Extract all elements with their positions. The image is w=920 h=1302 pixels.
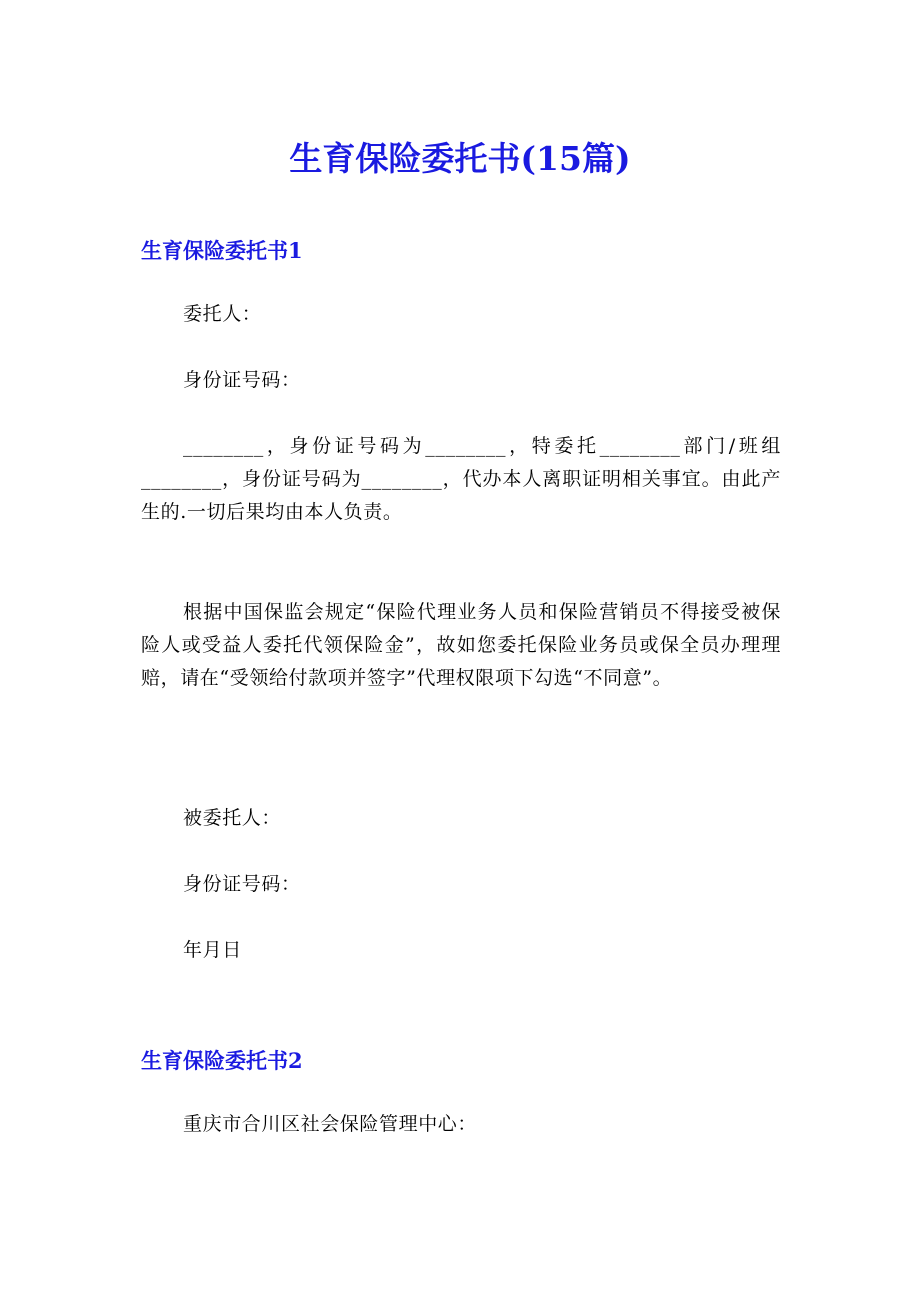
paragraph-date: 年月日	[183, 939, 242, 961]
paragraph-regulation: 根据中国保监会规定“保险代理业务人员和保险营销员不得接受被保险人或受益人委托代领保险金”，故如您委托保险业务员或保全员办理理赔，请在“受领给付款项并签字”代理权限项下勾选“不同意”。	[141, 601, 781, 689]
paragraph-principal: 委托人：	[183, 303, 262, 325]
paragraph-addressee: 重庆市合川区社会保险管理中心：	[183, 1113, 478, 1135]
paragraph-agent-id: 身份证号码：	[183, 873, 301, 895]
document-title: 生育保险委托书(15篇)	[289, 139, 631, 178]
paragraph-agent: 被委托人：	[183, 807, 282, 829]
paragraph-delegation: ________，身份证号码为________，特委托________部门/班组________，身份证号码为________，代办本人离职证明相关事宜。由此产生的.一切后果均由本人负责。	[141, 435, 781, 523]
section-heading-1: 生育保险委托书1	[141, 238, 303, 263]
paragraph-principal-id: 身份证号码：	[183, 369, 301, 391]
section-heading-2: 生育保险委托书2	[141, 1048, 303, 1073]
